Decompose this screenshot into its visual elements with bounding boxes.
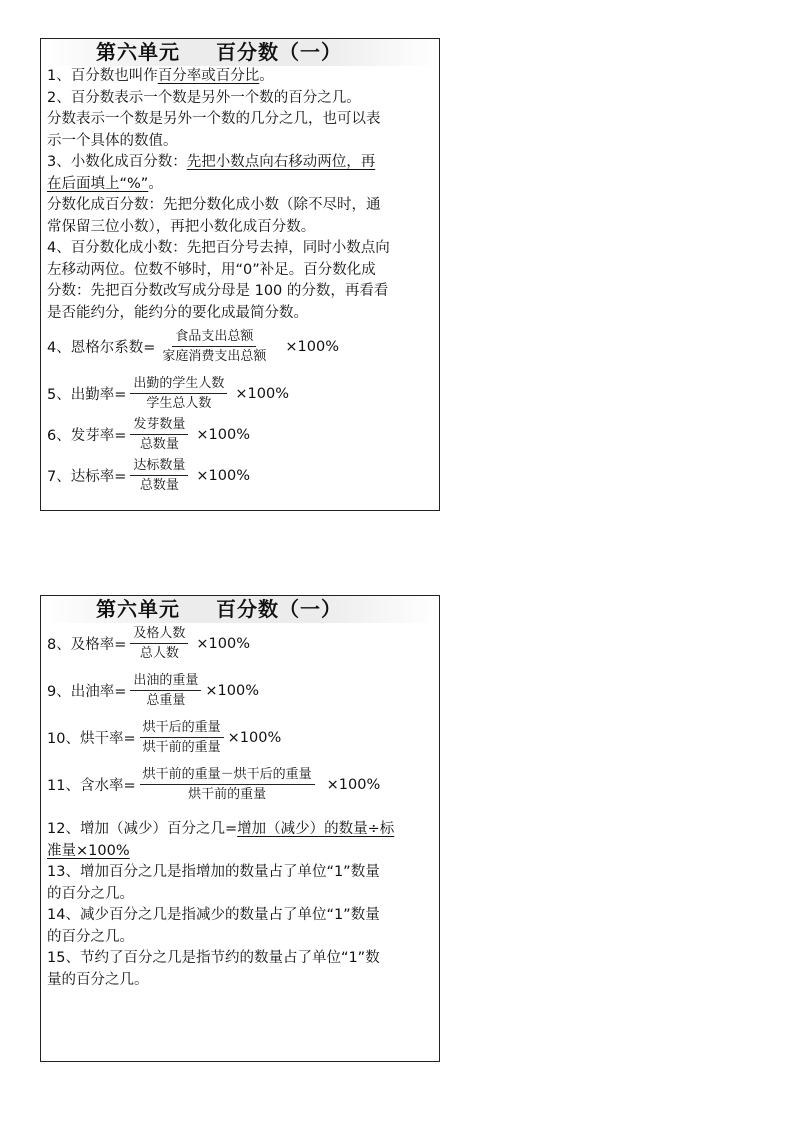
title-unit: 第六单元 (96, 40, 180, 64)
formula-label: 5、出勤率= (47, 387, 127, 403)
formula-label: 8、及格率= (47, 637, 127, 653)
note-15b: 量的百分之几。 (47, 971, 149, 988)
numerator: 出油的重量 (130, 672, 201, 691)
underlined-rule: 先把小数点向右移动两位，再 (186, 154, 376, 170)
formula-label: 7、达标率= (47, 469, 127, 485)
note-14a: 14、减少百分之几是指减少的数量占了单位“1”数量 (47, 907, 380, 923)
denominator: 烘干前的重量 (188, 787, 267, 802)
fraction (140, 766, 315, 803)
text: 12、增加（减少）百分之几= (47, 821, 238, 837)
note-15a: 15、节约了百分之几是指节约的数量占了单位“1”数 (47, 950, 380, 966)
formula-label: 6、发芽率= (47, 428, 127, 444)
denominator: 烘干前的重量 (142, 740, 221, 755)
title-unit: 第六单元 (96, 597, 180, 621)
numerator: 食品支出总额 (172, 328, 256, 347)
denominator: 总数量 (139, 478, 179, 493)
formula-pass-rate (47, 625, 433, 662)
formula-oil-yield (47, 672, 433, 709)
note-14b: 的百分之几。 (47, 928, 134, 945)
formula-engel (47, 328, 433, 365)
denominator: 总重量 (146, 693, 186, 708)
formula-label: 10、烘干率= (47, 731, 136, 747)
note-13a: 13、增加百分之几是指增加的数量占了单位“1”数量 (47, 864, 380, 880)
multiplier: ×100% (227, 729, 282, 746)
card-title (41, 596, 439, 623)
note-12-cont (47, 841, 433, 863)
multiplier: ×100% (285, 338, 339, 355)
multiplier: ×100% (196, 467, 250, 484)
formula-label: 4、恩格尔系数= (47, 340, 156, 356)
formula-compliance (47, 457, 433, 494)
underlined-rule: 在后面填上“%” (47, 175, 149, 192)
fraction (159, 328, 269, 365)
multiplier: ×100% (235, 385, 289, 402)
note-4b: 左移动两位。位数不够时，用“0”补足。百分数化成 (47, 261, 376, 278)
multiplier: ×100% (205, 682, 259, 699)
note-4d: 是否能约分，能约分的要化成最简分数。 (47, 304, 308, 321)
note-3 (47, 152, 433, 174)
fraction (130, 416, 188, 453)
formula-moisture (47, 766, 433, 803)
numerator: 烘干前的重量－烘干后的重量 (140, 766, 315, 785)
formula-germination (47, 416, 433, 453)
formula-label: 9、出油率= (47, 684, 127, 700)
fraction (130, 375, 227, 412)
numerator: 达标数量 (130, 457, 188, 476)
underlined-term: 百分率或百分比 (157, 68, 260, 84)
title-topic: 百分数（一） (216, 597, 342, 621)
multiplier: ×100% (196, 426, 250, 443)
note-12 (47, 819, 433, 841)
numerator: 及格人数 (130, 625, 188, 644)
underlined-rule: 增加（减少）的数量÷标 (237, 821, 395, 837)
multiplier: ×100% (326, 776, 381, 793)
formula-label: 11、含水率= (47, 778, 136, 794)
card-title (41, 39, 439, 66)
denominator: 家庭消费支出总额 (162, 349, 267, 364)
note-13b: 的百分之几。 (47, 885, 134, 902)
note-4c: 分数：先把百分数改写成分母是 100 的分数，再看看 (47, 283, 389, 299)
underlined-rule: 准量×100% (47, 842, 130, 859)
formula-attendance (47, 375, 433, 412)
text: 。 (259, 68, 274, 84)
note-3-cont (47, 174, 433, 196)
denominator: 总数量 (139, 437, 179, 452)
note-3f: 常保留三位小数），再把小数化成百分数。 (47, 218, 316, 235)
fraction (130, 672, 201, 709)
note-4a: 4、百分数化成小数：先把百分号去掉，同时小数点向 (47, 240, 390, 256)
notes-card-1 (40, 38, 440, 511)
denominator: 学生总人数 (146, 396, 212, 411)
formula-dry-rate (47, 719, 433, 756)
numerator: 发芽数量 (130, 416, 188, 435)
numerator: 出勤的学生人数 (130, 375, 227, 394)
fraction (140, 719, 224, 756)
text: 。 (148, 175, 163, 192)
notes-card-2 (40, 595, 440, 1062)
denominator: 总人数 (139, 646, 179, 661)
note-3e: 分数化成百分数：先把分数化成小数（除不尽时，通 (47, 197, 381, 213)
title-topic: 百分数（一） (216, 40, 342, 64)
multiplier: ×100% (196, 635, 250, 652)
note-1 (47, 66, 433, 88)
note-2c: 示一个具体的数值。 (47, 132, 178, 149)
fraction (130, 457, 188, 494)
note-2b: 分数表示一个数是另外一个数的几分之几，也可以表 (47, 111, 381, 127)
fraction (130, 625, 188, 662)
note-2: 2、百分数表示一个数是另外一个数的百分之几。 (47, 89, 361, 106)
numerator: 烘干后的重量 (140, 719, 224, 738)
text: 1、百分数也叫作 (47, 68, 158, 84)
text: 3、小数化成百分数： (47, 154, 187, 170)
